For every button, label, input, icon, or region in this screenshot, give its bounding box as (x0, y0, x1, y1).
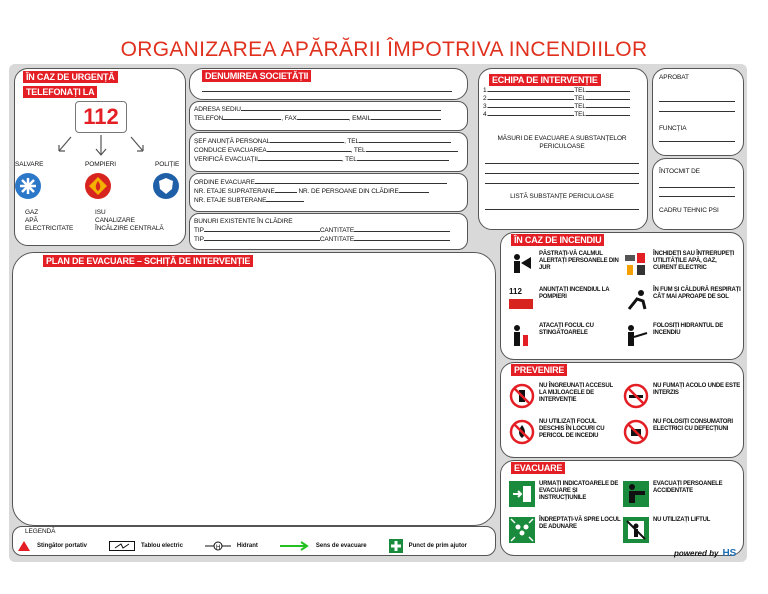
telefon-label: TELEFON (194, 115, 224, 122)
team-row-4: 4. TEL (483, 111, 643, 119)
legend-box (12, 526, 496, 556)
sef-row: ȘEF ANUNȚĂ PERSONAL , TEL (194, 138, 451, 146)
tip-row-1: TIP CANTITATE (194, 227, 450, 235)
evacuation-item-injured (623, 481, 741, 507)
legend-extinguisher: Stingător portativ (37, 543, 88, 549)
evacuation-item-signs-text: URMAȚI INDICATOARELE DE EVACUARE ȘI INSTRUCȚIUNILE (539, 481, 619, 501)
fire-item-calm-text: PĂSTRAȚI-VĂ CALMUL ALERTAȚI PERSOANELE DIN JUR (539, 251, 619, 271)
prevention-item-access (509, 383, 621, 409)
emergency-number: 112 (83, 104, 119, 129)
tip-row-2: TIP CANTITATE (194, 236, 450, 244)
plan-header: PLAN DE EVACUARE – SCHIȚĂ DE INTERVENȚIE (43, 255, 253, 267)
contact-row (194, 115, 460, 123)
evacuation-arrow-icon (280, 541, 310, 551)
persoane-label: NR. DE PERSOANE DIN CLĂDIRE (298, 188, 399, 195)
responsibles-box (189, 132, 468, 172)
legend-hydrant: Hidrant (236, 543, 258, 549)
evacuation-order-box (189, 173, 468, 212)
page-title: ORGANIZAREA APĂRĂRII ÎMPOTRIVA INCENDIILOR (120, 38, 648, 61)
fire-header: ÎN CAZ DE INCENDIU (511, 234, 604, 246)
evacuation-item-injured-text: EVACUAȚI PERSOANELE ACCIDENTATE (653, 481, 723, 494)
crawling-person-icon (623, 287, 649, 313)
police-icon (153, 173, 179, 199)
evacuation-item-elevator (623, 517, 741, 543)
fire-call-number: 112 (509, 287, 522, 296)
prevention-item-smoking-text: NU FUMAȚI ACOLO UNDE ESTE INTERZIS (653, 383, 741, 396)
powered-logo: HS (722, 548, 737, 559)
company-name-line (202, 91, 452, 92)
no-open-fire-icon (509, 419, 535, 445)
conduce-label: CONDUCE EVACUAREA (194, 147, 267, 154)
ordine-label: ORDINE EVACUARE (194, 179, 255, 186)
functia-label: FUNCȚIA (659, 125, 687, 132)
fire-item-utilities-text: ÎNCHIDEȚI SAU ÎNTRERUPEȚI UTILITĂȚILE APĂ, GAZ, CURENT ELECTRIC (653, 251, 735, 271)
utility-gaz: GAZ (25, 209, 39, 216)
company-name-header: DENUMIREA SOCIETĂȚII (202, 70, 311, 82)
utility-electricitate: ELECTRICITATE (25, 225, 74, 232)
address-box (189, 101, 468, 131)
assembly-point-icon (509, 517, 535, 543)
masuri-line-1 (485, 163, 639, 164)
emergency-header-1: ÎN CAZ DE URGENȚĂ (23, 71, 118, 83)
exit-sign-icon (509, 481, 535, 507)
etaje-sup-label: NR. ETAJE SUPRATERANE (194, 188, 275, 195)
fire-item-hydrant-text: FOLOSIȚI HIDRANTUL DE INCENDIU (653, 323, 724, 336)
lista-line-1 (485, 209, 639, 210)
prevention-item-electric-text: NU FOLOSIȚI CONSUMATORI ELECTRICI CU DEFECȚIUNI (653, 419, 733, 432)
team-row-3: 3. TEL (483, 103, 643, 111)
hydrant-hose-icon (623, 323, 649, 349)
fire-truck-icon (509, 287, 535, 313)
team-row-2: 2. TEL (483, 95, 643, 103)
hydrant-symbol-icon (205, 541, 231, 551)
powered-label: powered by (674, 549, 719, 558)
svg-text:H: H (215, 545, 221, 551)
fire-item-utilities (623, 251, 741, 277)
intocmit-line-1 (659, 187, 735, 188)
service-salvare: SALVARE (15, 161, 44, 168)
team-header: ECHIPA DE INTERVENȚIE (489, 74, 601, 86)
prevention-item-electric (623, 419, 741, 445)
prevention-item-open-fire (509, 419, 621, 445)
conduce-row: CONDUCE EVACUAREA , TEL (194, 147, 458, 155)
prevention-item-smoking (623, 383, 741, 409)
carry-injured-icon (623, 481, 649, 507)
extinguisher-triangle-icon (17, 540, 31, 552)
first-aid-icon (389, 539, 403, 553)
masuri-label: MĂSURI DE EVACUARE A SUBSTANȚELOR PERICULOASE (497, 135, 627, 150)
legend-direction: Sens de evacuare (315, 543, 367, 549)
prevention-item-open-fire-text: NU UTILIZAȚI FOCUL DESCHIS ÎN LOCURI CU PERICOL DE INCEDIU (539, 419, 605, 439)
fire-item-smoke-text: ÎN FUM ȘI CĂLDURĂ RESPIRAȚI CÂT MAI APROAPE DE SOL (653, 287, 741, 300)
powered-by (674, 548, 736, 559)
arrows-icon (51, 133, 151, 159)
approved-box (652, 68, 744, 156)
aprobat-line-1 (659, 101, 735, 102)
etaje-sub-row (194, 197, 304, 205)
aprobat-line-2 (659, 111, 735, 112)
fax-label: , FAX (281, 115, 297, 122)
intocmit-label: ÎNTOCMIT DE (659, 168, 700, 175)
fire-item-calm (509, 251, 621, 277)
legend-items (17, 539, 467, 553)
evacuation-item-assembly (509, 517, 621, 543)
extinguisher-use-icon (509, 323, 535, 349)
prepared-box (652, 158, 744, 230)
utilities-right (95, 209, 164, 233)
fire-item-hydrant (623, 323, 741, 349)
utility-incalzire: ÎNCĂLZIRE CENTRALĂ (95, 225, 164, 232)
fire-item-extinguish (509, 323, 621, 349)
service-pompieri: POMPIERI (85, 161, 116, 168)
firefighter-icon (85, 173, 111, 199)
fire-item-call-text: ANUNȚAȚI INCENDIUL LA POMPIERI (539, 287, 610, 300)
etaje-sup-row (194, 188, 429, 196)
evacuation-item-assembly-text: ÎNDREPTAȚI-VĂ SPRE LOCUL DE ADUNARE (539, 517, 621, 530)
intocmit-line-2 (659, 196, 735, 197)
fire-item-extinguish-text: ATACAȚI FOCUL CU STINGĂTOARELE (539, 323, 594, 336)
team-row-1: 1. TEL (483, 87, 643, 95)
electric-panel-icon (109, 541, 135, 551)
no-smoking-icon (623, 383, 649, 409)
legend-panel: Tablou electric (141, 543, 183, 549)
goods-box (189, 213, 468, 250)
emergency-header-2: TELEFONAȚI LA (23, 86, 97, 98)
lista-label: LISTĂ SUBSTANȚE PERICULOASE (510, 193, 614, 200)
ambulance-icon (15, 173, 41, 199)
bunuri-label: BUNURI EXISTENTE ÎN CLĂDIRE (194, 218, 293, 225)
utility-apa: APĂ (25, 217, 38, 224)
verifica-row: VERIFICĂ EVACUAȚII , TEL (194, 156, 449, 164)
address-row (194, 106, 460, 114)
evacuation-item-elevator-text: NU UTILIZAȚI LIFTUL (653, 517, 711, 523)
utilities-left (25, 209, 73, 233)
etaje-sub-label: NR. ETAJE SUBTERANE (194, 197, 267, 204)
sef-label: ȘEF ANUNȚĂ PERSONAL (194, 138, 271, 145)
aprobat-label: APROBAT (659, 74, 689, 81)
legend-title: LEGENDĂ (25, 528, 56, 535)
utility-canalizare: CANALIZARE (95, 217, 135, 224)
megaphone-icon (509, 251, 535, 277)
prevention-item-access-text: NU ÎNGREUNAȚI ACCESUL LA MIJLOACELE DE INTERVENȚIE (539, 383, 613, 403)
fire-instructions-box (500, 232, 744, 360)
functia-line (659, 141, 735, 142)
masuri-line-2 (485, 173, 639, 174)
intervention-team-box (478, 68, 648, 230)
team-rows (483, 87, 643, 119)
cadru-label: CADRU TEHNIC PSI (659, 207, 719, 214)
no-elevator-icon (623, 517, 649, 543)
company-name-box (189, 68, 468, 100)
no-faulty-electric-icon (623, 419, 649, 445)
masuri-line-3 (485, 183, 639, 184)
evacuation-header: EVACUARE (511, 462, 565, 474)
no-blocking-icon (509, 383, 535, 409)
emergency-box (14, 68, 186, 246)
verifica-label: VERIFICĂ EVACUAȚII (194, 156, 258, 163)
prevention-header: PREVENIRE (511, 364, 567, 376)
evacuation-item-signs (509, 481, 621, 507)
utility-isu: ISU (95, 209, 106, 216)
ordine-row (194, 179, 447, 187)
fire-item-smoke (623, 287, 741, 313)
utilities-icon (623, 251, 649, 277)
fire-item-call (509, 287, 621, 313)
legend-first-aid: Punct de prim ajutor (408, 543, 467, 549)
evacuation-plan-box (12, 252, 496, 526)
prevention-box (500, 362, 744, 458)
service-politie: POLIȚIE (155, 161, 180, 168)
evacuation-box (500, 460, 744, 556)
address-label: ADRESA SEDIU (194, 106, 241, 113)
emergency-number-box (75, 101, 127, 133)
email-label: , EMAIL (348, 115, 372, 122)
